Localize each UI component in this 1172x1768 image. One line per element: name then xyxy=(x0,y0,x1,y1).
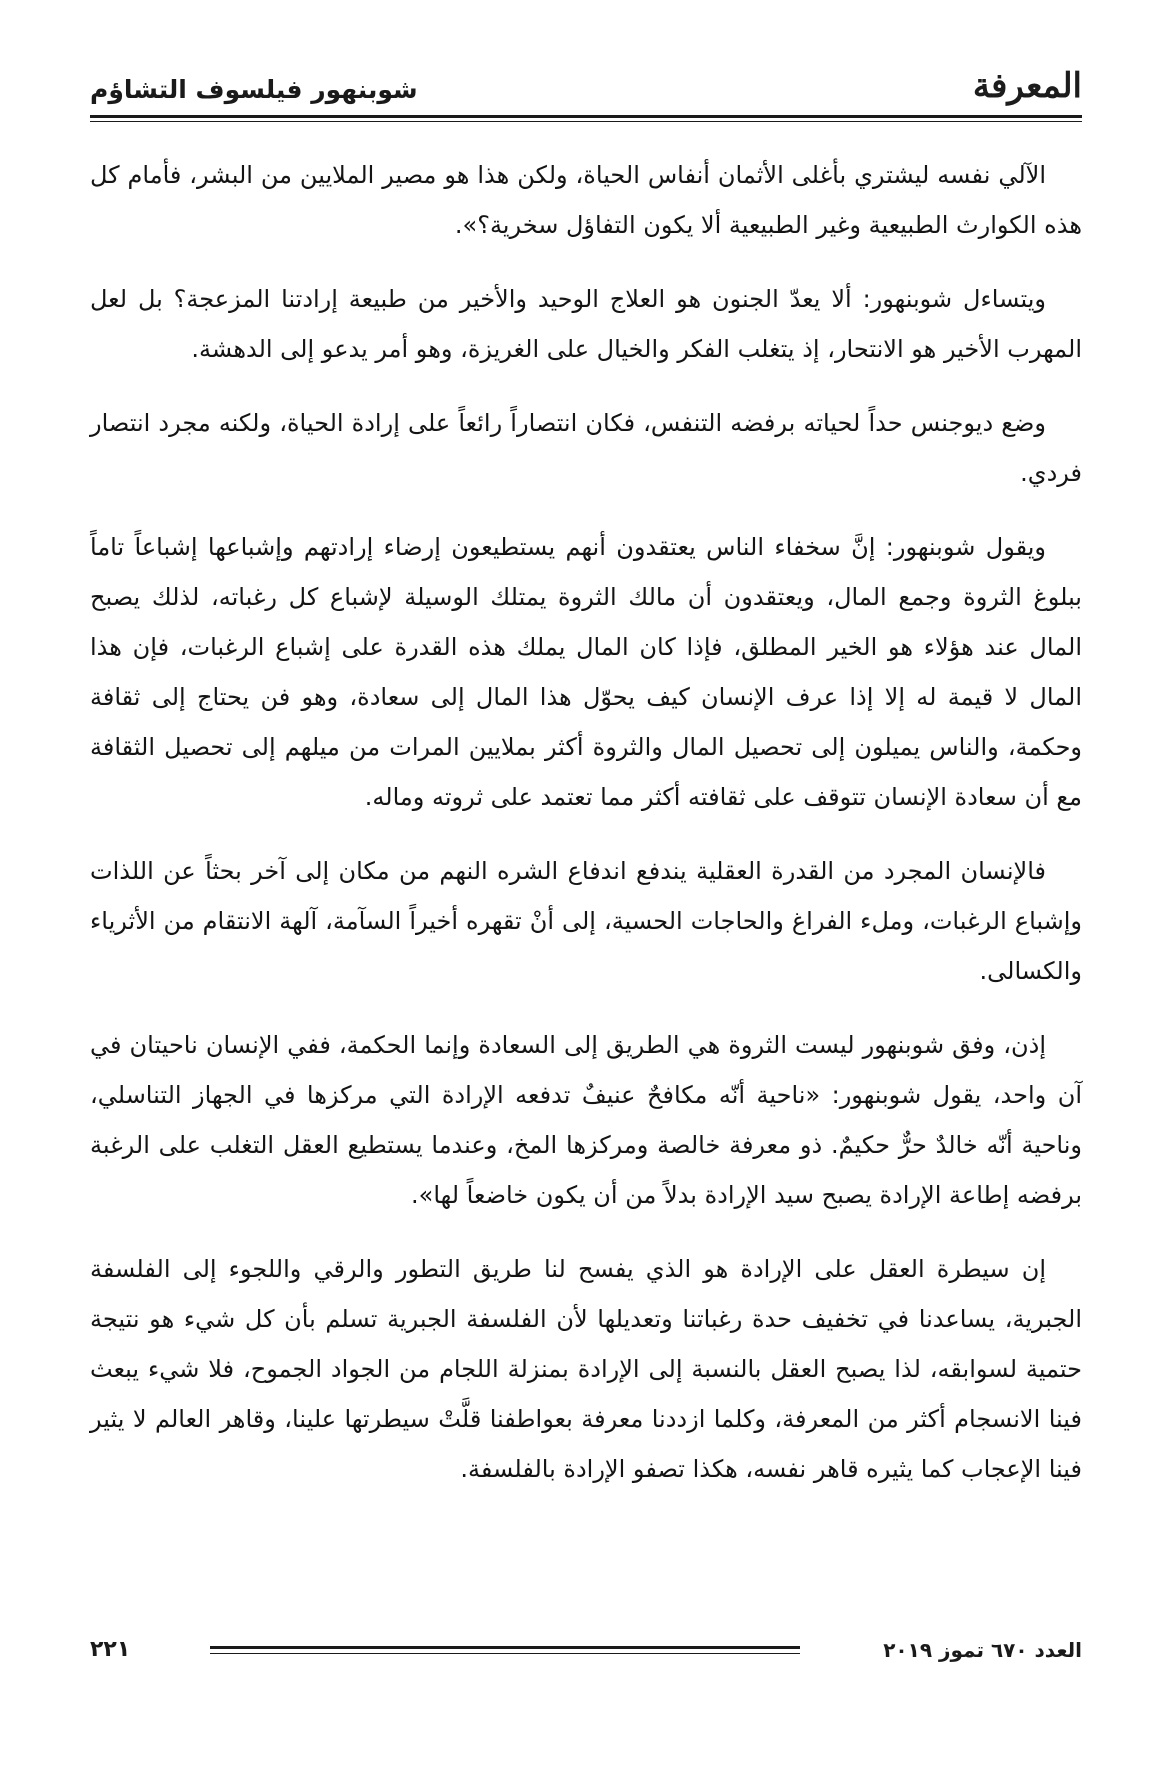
running-title: شوبنهور فيلسوف التشاؤم xyxy=(90,75,418,104)
journal-logo: المعرفة xyxy=(972,66,1082,106)
paragraph-3: وضع ديوجنس حداً لحياته برفضه التنفس، فكان انتصاراً رائعاً على إرادة الحياة، ولكنه مجرد انتصار فردي. xyxy=(90,409,1082,487)
paragraph-2: ويتساءل شوبنهور: ألا يعدّ الجنون هو العلاج الوحيد والأخير من طبيعة إرادتنا المزعجة؟ بل لعل المهرب الأخير هو الانتحار، إذ يتغلب الفكر والخيال على الغريزة، وهو أمر يدعو إلى الدهشة. xyxy=(90,285,1082,363)
page-footer xyxy=(90,1633,1082,1673)
paragraph-4: ويقول شوبنهور: إنَّ سخفاء الناس يعتقدون أنهم يستطيعون إرضاء إرادتهم وإشباعها إشباعاً تاماً ببلوغ الثروة وجمع المال، ويعتقدون أن مالك الثروة يمتلك الوسيلة لإشباع كل رغباته، لذلك يصبح المال عند هؤلاء هو الخير المطلق، فإذا كان المال يملك هذه القدرة على إشباع الرغبات، فإن هذا المال لا قيمة له إلا إذا عرف الإنسان كيف يحوّل هذا المال إلى سعادة، وهو فن يحتاج إلى ثقافة وحكمة، والناس يميلون إلى تحصيل المال والثروة أكثر بملايين المرات من ميلهم إلى تحصيل الثقافة مع أن سعادة الإنسان تتوقف على ثقافته أكثر مما تعتمد على ثروته وماله. xyxy=(90,533,1082,811)
article-body xyxy=(90,150,1082,1518)
footer-rule xyxy=(210,1646,800,1649)
paragraph-5: فالإنسان المجرد من القدرة العقلية يندفع اندفاع الشره النهم من مكان إلى آخر بحثاً عن اللذات وإشباع الرغبات، وملء الفراغ والحاجات الحسية، إلى أنْ تقهره أخيراً السآمة، آلهة الانتقام من الأثرياء والكسالى. xyxy=(90,857,1082,985)
issue-info: العدد ٦٧٠ تموز ٢٠١٩ xyxy=(883,1638,1082,1662)
footer-rule-thin xyxy=(210,1653,800,1654)
paragraph-7: إن سيطرة العقل على الإرادة هو الذي يفسح لنا طريق التطور والرقي واللجوء إلى الفلسفة الجبرية، يساعدنا في تخفيف حدة رغباتنا وتعديلها لأن الفلسفة الجبرية تسلم بأن كل شيء هو نتيجة حتمية لسوابقه، لذا يصبح العقل بالنسبة إلى الإرادة بمنزلة اللجام من الجواد الجموح، فلا شيء يبعث فينا الانسجام أكثر من المعرفة، وكلما ازددنا معرفة بعواطفنا قلَّتْ سيطرتها علينا، وقاهر العالم لا يثير فينا الإعجاب كما يثيره قاهر نفسه، هكذا تصفو الإرادة بالفلسفة. xyxy=(90,1255,1082,1483)
paragraph-1: الآلي نفسه ليشتري بأغلى الأثمان أنفاس الحياة، ولكن هذا هو مصير الملايين من البشر، فأمام كل هذه الكوارث الطبيعية وغير الطبيعية ألا يكون التفاؤل سخرية؟». xyxy=(90,161,1082,239)
running-header xyxy=(90,64,1082,116)
header-rule xyxy=(90,115,1082,118)
page-number: ٢٢١ xyxy=(90,1637,131,1662)
paragraph-6: إذن، وفق شوبنهور ليست الثروة هي الطريق إلى السعادة وإنما الحكمة، ففي الإنسان ناحيتان في آن واحد، يقول شوبنهور: «ناحية أنّه مكافحٌ عنيفٌ تدفعه الإرادة التي مركزها في الجهاز التناسلي، وناحية أنّه خالدٌ حرٌّ حكيمٌ. ذو معرفة خالصة ومركزها المخ، وعندما يستطيع العقل التغلب على الرغبة برفضه إطاعة الإرادة يصبح سيد الإرادة بدلاً من أن يكون خاضعاً لها». xyxy=(90,1031,1082,1209)
header-rule-thin xyxy=(90,121,1082,122)
